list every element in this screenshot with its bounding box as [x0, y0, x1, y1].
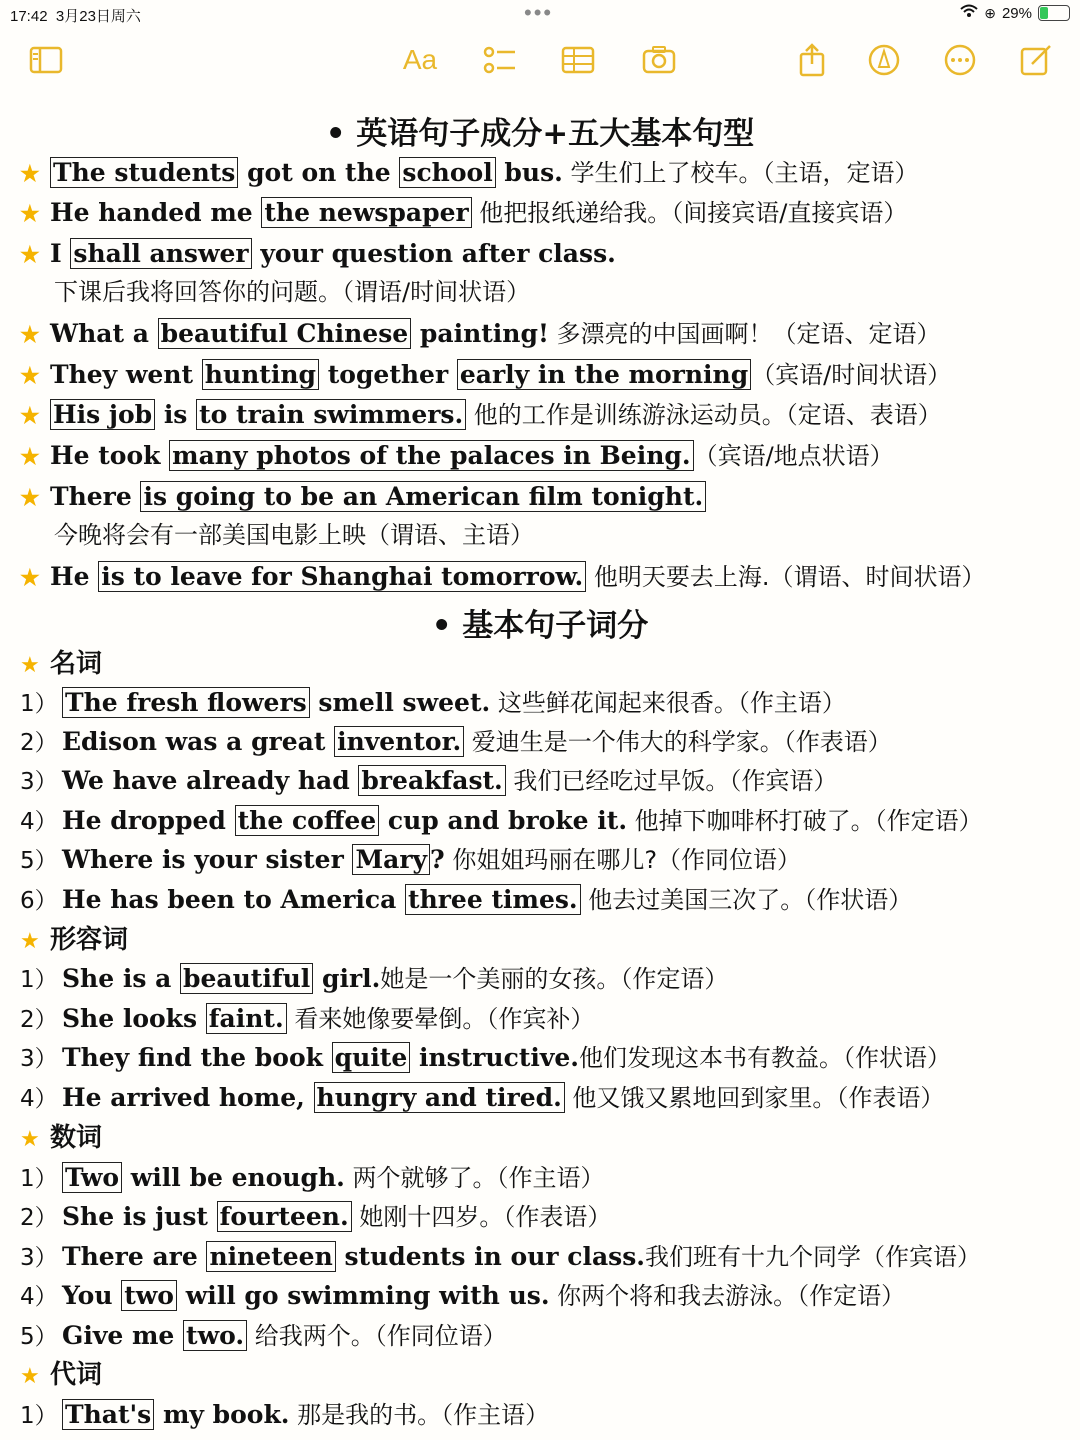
boxed-component: faint.: [206, 1003, 287, 1034]
item-number: 1）: [20, 1166, 58, 1192]
star-icon: ★: [20, 161, 40, 187]
sentence-text: cup and broke it.: [379, 806, 628, 835]
item-number: 2）: [20, 1007, 58, 1033]
item-number: 4）: [20, 809, 58, 835]
star-icon: ★: [20, 929, 40, 954]
item-number: 6）: [20, 888, 58, 914]
sidebar-toggle-icon[interactable]: [26, 40, 66, 80]
chinese-translation: 她刚十四岁。（作表语）: [351, 1203, 612, 1231]
boxed-component: hungry and tired.: [314, 1082, 565, 1113]
status-bar: [0, 0, 1080, 30]
category-numeral: ★ 数词: [20, 1119, 102, 1159]
example-sentence: [20, 438, 1070, 476]
sentence-text: You: [62, 1281, 122, 1310]
sentence-text: He arrived home,: [62, 1083, 314, 1112]
chinese-translation: （宾语/地点状语）: [693, 442, 894, 470]
chinese-translation: 爱迪生是一个伟大的科学家。（作表语）: [464, 728, 892, 756]
example-sentence: [20, 1040, 1070, 1078]
boxed-component: The fresh flowers: [62, 687, 310, 718]
item-number: 3）: [20, 1245, 58, 1271]
chinese-translation: 他去过美国三次了。（作状语）: [580, 886, 913, 914]
item-number: 2）: [20, 1205, 58, 1231]
chinese-translation: 他的工作是训练游泳运动员。（定语、表语）: [466, 401, 942, 429]
star-icon: ★: [20, 1127, 40, 1152]
example-sentence: [20, 803, 1070, 841]
sentence-text: I: [50, 239, 71, 268]
sentence-text: He: [50, 562, 99, 591]
orientation-lock-icon: ⊕: [984, 4, 996, 21]
chinese-translation: 这些鲜花闻起来很香。（作主语）: [490, 689, 846, 717]
chinese-translation: 她是一个美丽的女孩。（作定语）: [380, 965, 729, 993]
sentence-text: my book.: [154, 1400, 290, 1429]
sentence-text: They find the book: [62, 1043, 332, 1072]
boxed-component: is to leave for Shanghai tomorrow.: [98, 561, 586, 592]
example-sentence: [20, 316, 1070, 354]
example-sentence: [20, 842, 1070, 880]
sentence-text: Edison was a great: [62, 727, 335, 756]
compose-note-icon[interactable]: [1016, 40, 1056, 80]
chinese-translation: 那是我的书。（作主语）: [289, 1401, 550, 1429]
sentence-text: She is just: [62, 1202, 217, 1231]
category-noun: ★ 名词: [20, 645, 102, 685]
chinese-translation: 学生们上了校车。（主语，定语）: [562, 159, 919, 187]
star-icon: ★: [20, 485, 40, 511]
chinese-translation: 他又饿又累地回到家里。（作表语）: [564, 1084, 945, 1112]
sentence-text: bus.: [495, 158, 563, 187]
boxed-component: That's: [62, 1399, 154, 1430]
heading-sentence-components: • 英语句子成分+五大基本句型: [325, 116, 755, 152]
status-time: 17:42 3月23日周六: [10, 8, 141, 25]
item-number: 4）: [20, 1284, 58, 1310]
sentence-text: He handed me: [50, 198, 262, 227]
item-number: 3）: [20, 1046, 58, 1072]
sentence-text: They went: [50, 360, 202, 389]
sentence-text: There: [50, 482, 141, 511]
sentence-text: She is a: [62, 964, 181, 993]
table-icon[interactable]: [558, 40, 598, 80]
notes-toolbar: [0, 40, 1080, 84]
example-sentence: [20, 195, 1070, 233]
continuation-line: 今晚将会有一部美国电影上映（谓语、主语）: [54, 521, 534, 549]
chinese-translation: 你姐姐玛丽在哪儿?（作同位语）: [444, 846, 802, 874]
boxed-component: The students: [50, 157, 238, 188]
chinese-translation: 多漂亮的中国画啊！（定语、定语）: [548, 320, 941, 348]
item-number: 1）: [20, 1403, 58, 1429]
item-number: 2）: [20, 730, 58, 756]
boxed-component: hunting: [202, 359, 319, 390]
sentence-text: together: [319, 360, 457, 389]
sentence-text: will be enough.: [122, 1163, 345, 1192]
sentence-text: instructive.: [410, 1043, 580, 1072]
chinese-translation: （宾语/时间状语）: [751, 361, 952, 389]
chinese-translation: 他明天要去上海.（谓语、时间状语）: [586, 563, 986, 591]
boxed-component: quite: [332, 1042, 411, 1073]
chinese-translation: 看来她像要晕倒。（作宾补）: [286, 1005, 595, 1033]
sentence-text: your question after class.: [251, 239, 616, 268]
sentence-text: girl.: [313, 964, 381, 993]
example-sentence: [20, 1080, 1070, 1118]
sentence-text: There are: [62, 1242, 207, 1271]
battery-percent: 29%: [1001, 4, 1032, 22]
item-number: 1）: [20, 967, 58, 993]
boxed-component: the newspaper: [261, 197, 471, 228]
sentence-text: will go swimming with us.: [176, 1281, 550, 1310]
boxed-component: Mary: [352, 844, 430, 875]
example-sentence: [20, 1160, 1070, 1198]
star-icon: ★: [20, 403, 40, 429]
example-sentence: [20, 357, 1070, 395]
example-sentence: [20, 397, 1070, 435]
example-sentence: [20, 1278, 1070, 1316]
boxed-component: early in the morning: [457, 359, 751, 390]
boxed-component: His job: [50, 399, 155, 430]
battery-icon: [1038, 5, 1070, 21]
chinese-translation: 他把报纸递给我。（间接宾语/直接宾语）: [471, 199, 908, 227]
example-sentence: [20, 1199, 1070, 1237]
example-sentence: [20, 479, 1070, 517]
boxed-component: shall answer: [70, 238, 251, 269]
markup-pen-icon[interactable]: [864, 40, 904, 80]
chinese-translation: 我们班有十九个同学（作宾语）: [645, 1243, 982, 1271]
example-sentence: [20, 763, 1070, 801]
example-sentence: [20, 724, 1070, 762]
example-sentence: [20, 1239, 1070, 1277]
boxed-component: inventor.: [334, 726, 464, 757]
sentence-text: smell sweet.: [309, 688, 491, 717]
camera-icon[interactable]: [639, 40, 679, 80]
boxed-component: beautiful: [180, 963, 313, 994]
boxed-component: nineteen: [206, 1241, 335, 1272]
star-icon: ★: [20, 363, 40, 389]
wifi-icon: [960, 4, 978, 22]
chinese-translation: 我们已经吃过早饭。（作宾语）: [505, 767, 838, 795]
boxed-component: to train swimmers.: [196, 399, 466, 430]
boxed-component: two.: [183, 1320, 247, 1351]
example-sentence: [20, 1318, 1070, 1356]
boxed-component: the coffee: [235, 805, 380, 836]
status-date: 3月23日周六: [55, 8, 141, 25]
chinese-translation: 两个就够了。（作主语）: [344, 1164, 605, 1192]
sentence-text: Give me: [62, 1321, 184, 1350]
chinese-translation: 给我两个。（作同位语）: [247, 1322, 507, 1350]
category-adjective: ★ 形容词: [20, 921, 128, 961]
boxed-component: two: [121, 1280, 177, 1311]
item-number: 5）: [20, 1324, 58, 1350]
multitask-dots-icon[interactable]: •••: [524, 0, 554, 25]
sentence-text: Where is your sister: [62, 845, 353, 874]
example-sentence: [20, 685, 1070, 723]
checklist-icon[interactable]: [480, 40, 520, 80]
star-icon: ★: [20, 653, 40, 678]
heading-word-classes: • 基本句子词分: [431, 608, 649, 644]
boxed-component: three times.: [405, 884, 581, 915]
item-number: 3）: [20, 769, 58, 795]
share-icon[interactable]: [792, 40, 832, 80]
sentence-text: He took: [50, 441, 170, 470]
boxed-component: is going to be an American film tonight.: [140, 481, 706, 512]
text-format-button[interactable]: Aa: [402, 44, 438, 75]
boxed-component: beautiful Chinese: [158, 318, 412, 349]
item-number: 5）: [20, 848, 58, 874]
sentence-text: She looks: [62, 1004, 206, 1033]
item-number: 1）: [20, 691, 58, 717]
sentence-text: He dropped: [62, 806, 235, 835]
star-icon: ★: [20, 444, 40, 470]
sentence-text: We have already had: [62, 766, 359, 795]
boxed-component: breakfast.: [358, 765, 505, 796]
chinese-translation: 他们发现这本书有教益。（作状语）: [579, 1044, 952, 1072]
sentence-text: He has been to America: [62, 885, 406, 914]
example-sentence: [20, 155, 1070, 193]
chinese-translation: 你两个将和我去游泳。（作定语）: [549, 1282, 906, 1310]
category-pronoun: ★ 代词: [20, 1356, 102, 1396]
sentence-text: got on the: [238, 158, 400, 187]
boxed-component: school: [399, 157, 495, 188]
boxed-component: fourteen.: [217, 1201, 352, 1232]
continuation-line: 下课后我将回答你的问题。（谓语/时间状语）: [54, 278, 531, 306]
example-sentence: [20, 236, 1070, 274]
item-number: 4）: [20, 1086, 58, 1112]
sentence-text: ?: [430, 845, 445, 874]
star-icon: ★: [20, 201, 40, 227]
sentence-text: students in our class.: [335, 1242, 646, 1271]
sentence-text: painting!: [411, 319, 549, 348]
example-sentence: [20, 882, 1070, 920]
star-icon: ★: [20, 1364, 40, 1389]
example-sentence: [20, 559, 1070, 597]
boxed-component: many photos of the palaces in Being.: [169, 440, 693, 471]
star-icon: ★: [20, 242, 40, 268]
star-icon: ★: [20, 322, 40, 348]
sentence-text: What a: [50, 319, 158, 348]
example-sentence: [20, 961, 1070, 999]
example-sentence: [20, 1001, 1070, 1039]
boxed-component: Two: [62, 1162, 122, 1193]
sentence-text: is: [155, 400, 197, 429]
more-options-icon[interactable]: [940, 40, 980, 80]
example-sentence: [20, 1397, 1070, 1435]
star-icon: ★: [20, 565, 40, 591]
chinese-translation: 他掉下咖啡杯打破了。（作定语）: [627, 807, 983, 835]
